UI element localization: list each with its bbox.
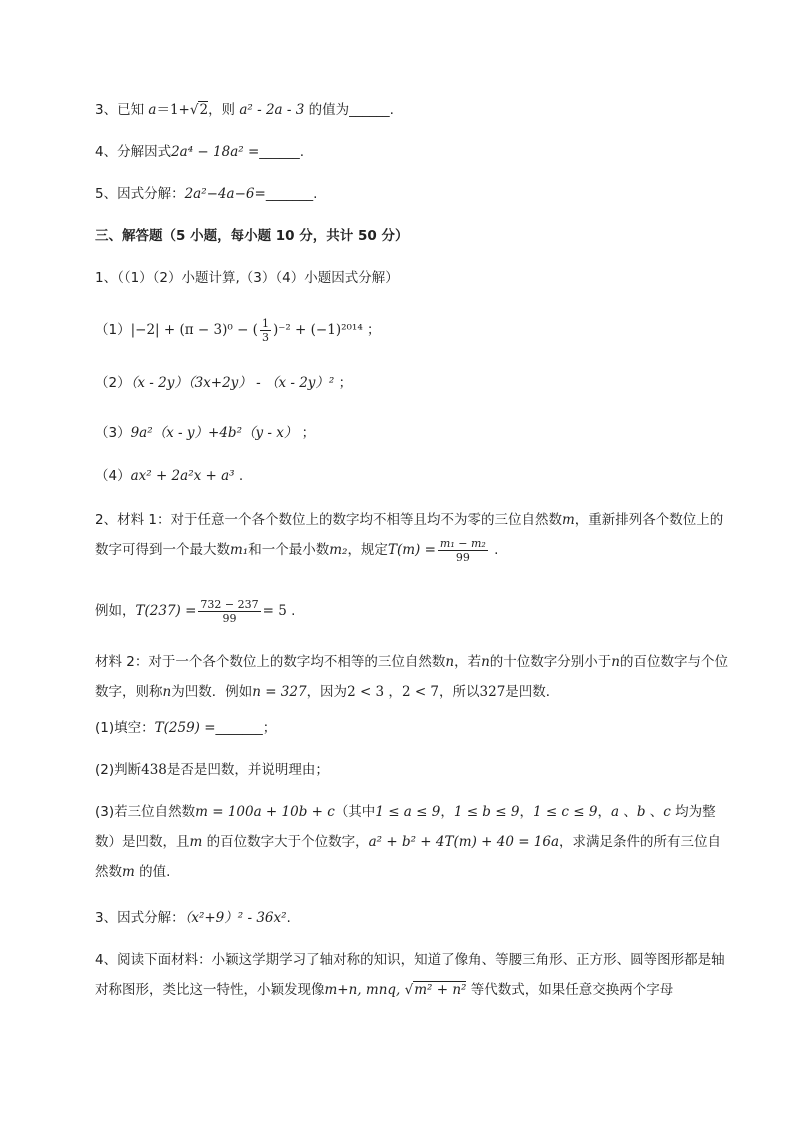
answer-blank: _______ (265, 186, 314, 202)
problem-2-question-3: (3)若三位自然数m = 100a + 10b + c（其中1 ≤ a ≤ 9，1 ≤ b ≤ 9，1 ≤ c ≤ 9，a 、b 、c 均为整数）是凹数，且m 的百位数字大于个位数字，a² + b² + 4T(m) + 40 = 16a，求满足条件的所有三位自然数m 的值. (95, 804, 722, 880)
problem-1-part-4: （4）ax² + 2a²x + a³ . (95, 468, 244, 484)
problem-1-part-1: （1）|−2| + (π − 3)⁰ − ( $\frac{1}{3}$ )⁻² + (−1)²⁰¹⁴ ； (95, 316, 381, 344)
problem-2-question-1: (1)填空：T(259) =_______； (95, 720, 277, 736)
answer-blank: _______ (215, 720, 263, 736)
problem-2-material-1: 2、材料 1：对于任意一个各个数位上的数字均不相等且均不为零的三位自然数m，重新排列各个数位上的数字可得到一个最大数m₁和一个最小数m₂，规定T(m) = $\frac{\text{m₁ − m₂}}{99}$ . (95, 512, 724, 564)
fraction: $\frac{1}{3}$ (261, 316, 269, 344)
problem-1-part-2: （2）（x - 2y）（3x+2y） - （x - 2y）² ； (95, 375, 353, 391)
problem-4: 4、阅读下面材料：小颖这学期学习了轴对称的知识，知道了像角、等腰三角形、正方形、圆等图形都是轴对称图形，类比这一特性，小颖发现像m+n, mnq, √m² + n² 等代数式，如果任意交换两个字母 (95, 952, 725, 998)
problem-3: 3、因式分解：（x²+9）² - 36x². (95, 910, 291, 926)
sqrt-symbol: √ (404, 982, 414, 998)
problem-2-question-2: (2)判断438是否是凹数，并说明理由； (95, 762, 329, 778)
answer-blank: ______ (349, 102, 390, 118)
sqrt-symbol: √ (189, 102, 199, 118)
fraction: $\frac{\text{m₁ − m₂}}{99}$ (439, 536, 486, 564)
answer-blank: ______ (259, 144, 300, 160)
problem-2-example: 例如，T(237) = $\frac{732 - 237}{99}$ = 5 . (95, 597, 296, 625)
section-heading: 三、解答题（5 小题，每小题 10 分，共计 50 分） (95, 228, 409, 244)
fraction: $\frac{732 - 237}{99}$ (200, 597, 259, 625)
fill-item-4: 4、分解因式2a⁴ − 18a² =______. (95, 144, 305, 160)
problem-1-part-3: （3）9a²（x - y）+4b²（y - x） ； (95, 425, 316, 441)
problem-1-intro: 1、（（1）（2）小题计算,（3）（4）小题因式分解） (95, 270, 399, 286)
fill-item-5: 5、因式分解：2a²−4a−6=_______. (95, 186, 318, 202)
fill-item-3: 3、已知 a＝1+√2，则 a² - 2a - 3 的值为______. (95, 102, 394, 118)
problem-2-material-2: 材料 2：对于一个各个数位上的数字均不相等的三位自然数n，若n的十位数字分别小于n的百位数字与个位数字，则称n为凹数．例如n = 327，因为2 < 3 ，2 < 7，所以327是凹数． (95, 654, 728, 700)
